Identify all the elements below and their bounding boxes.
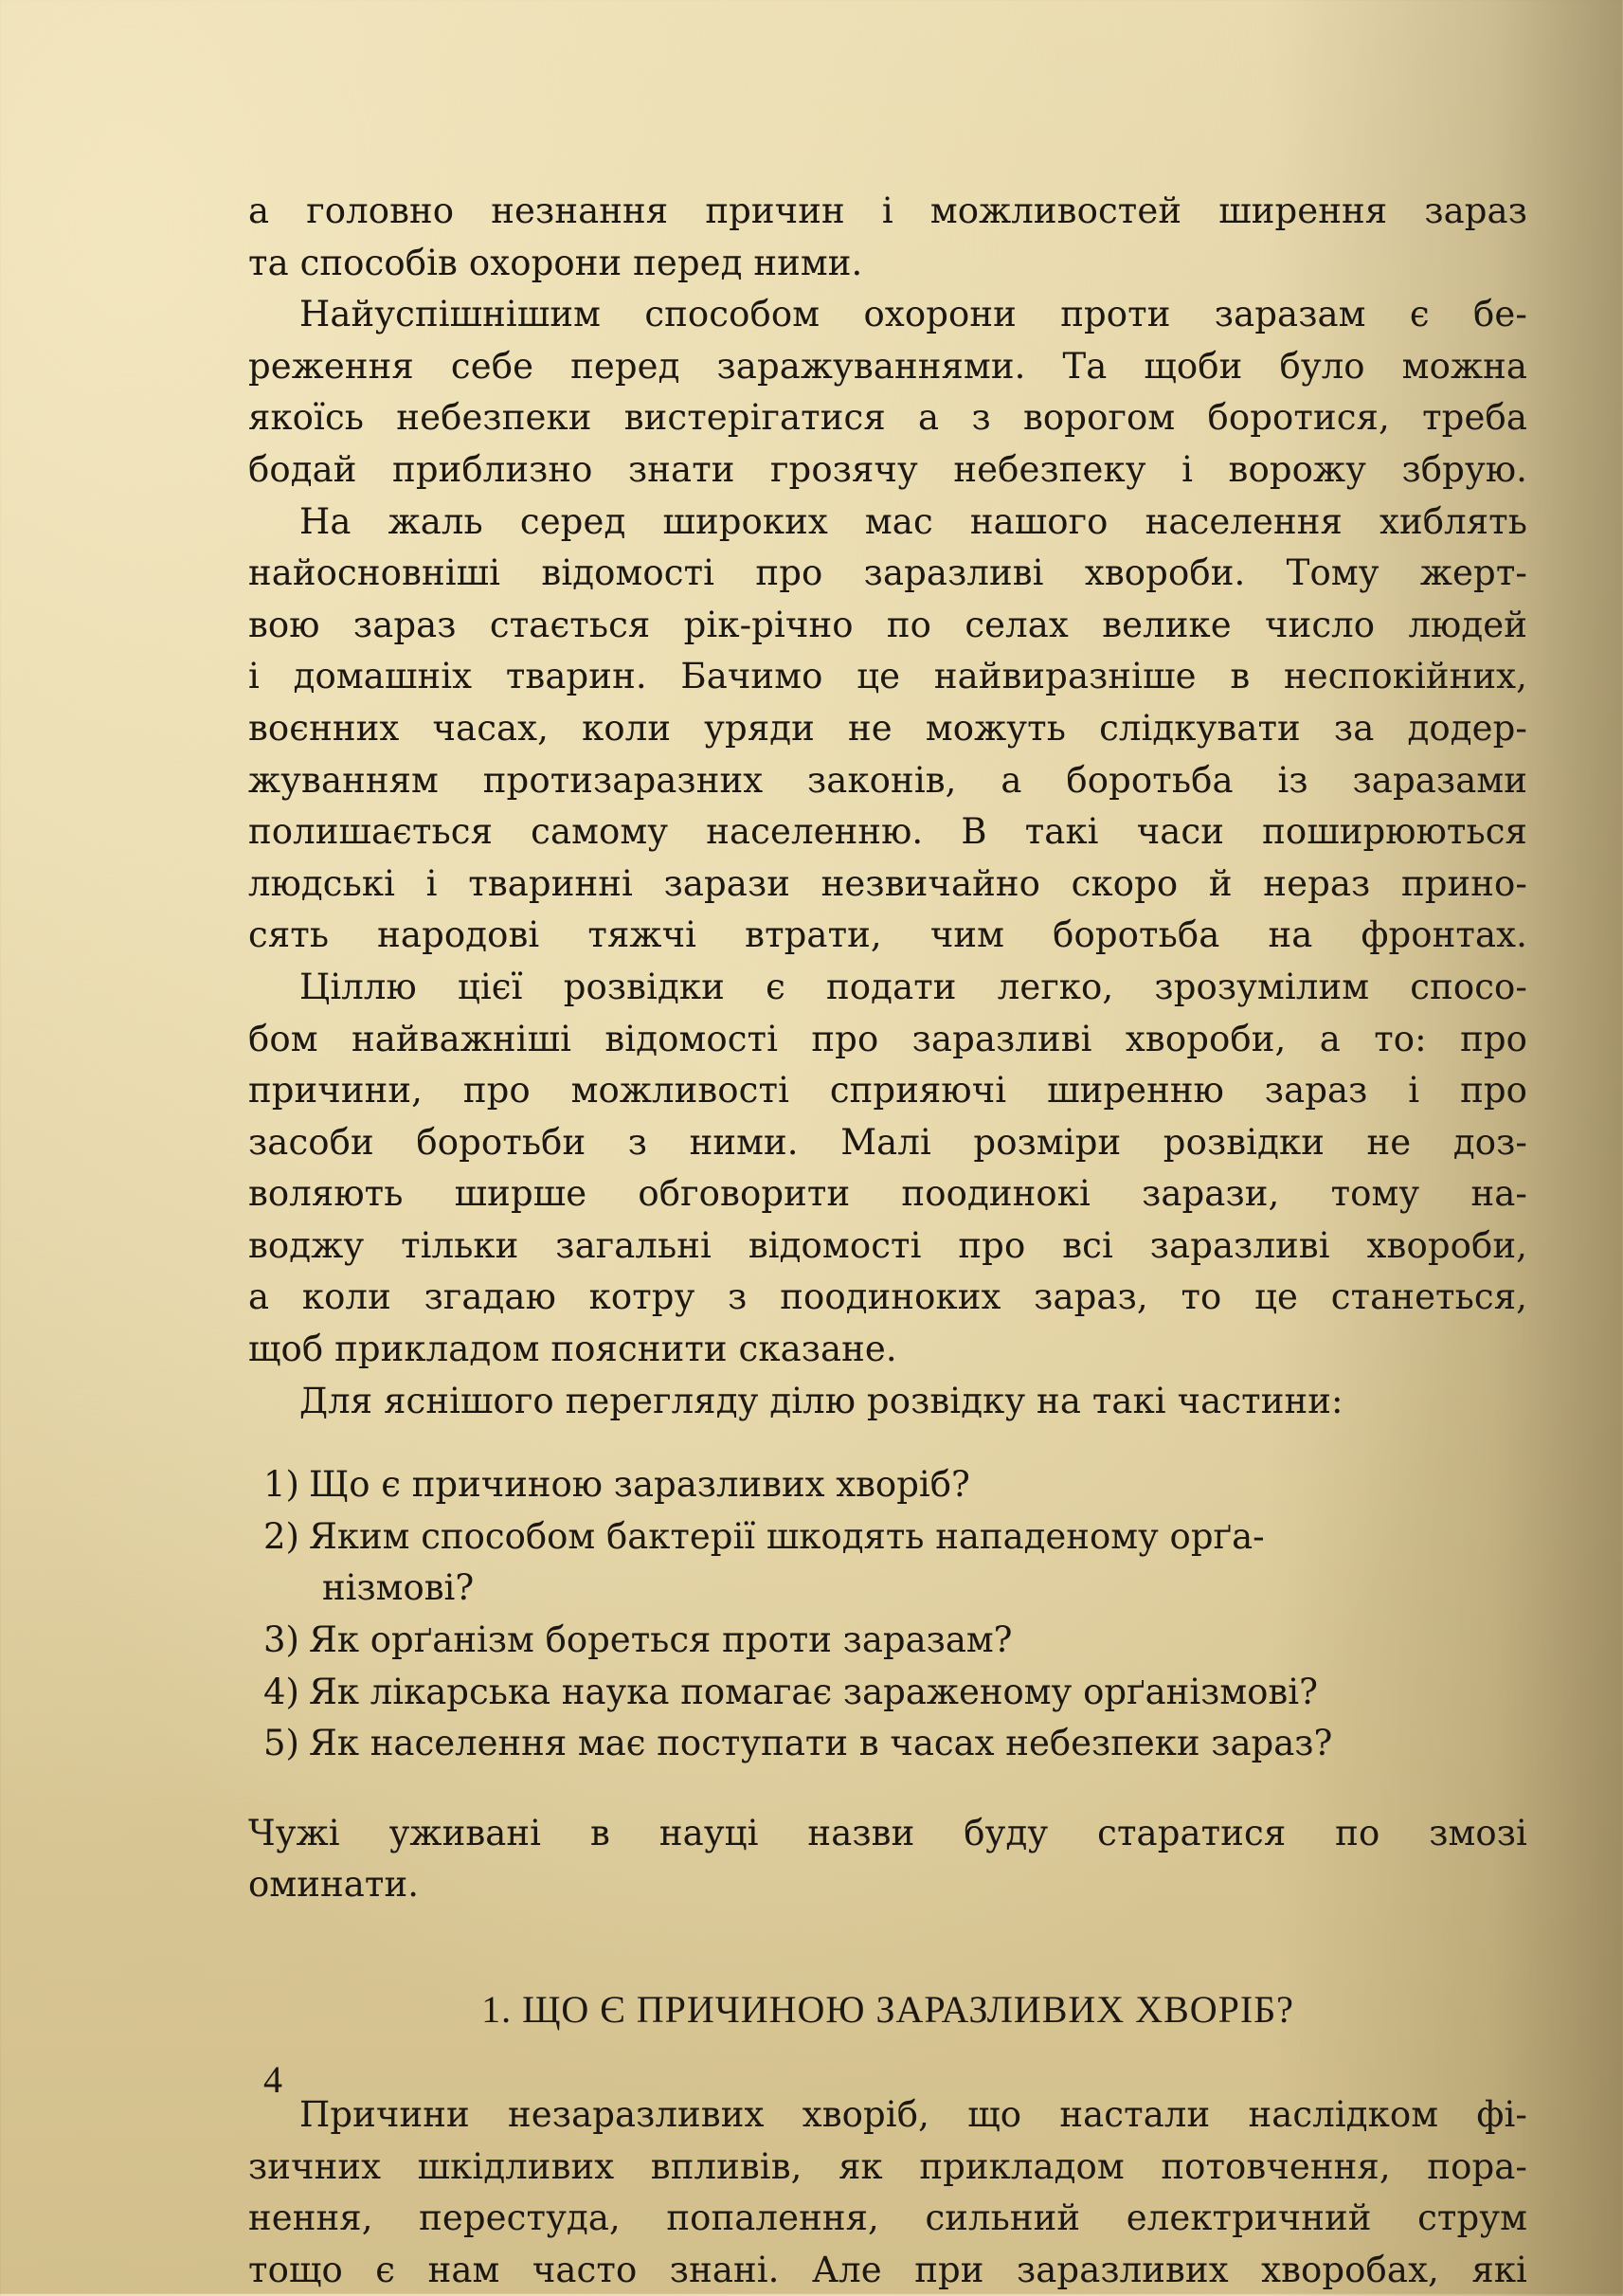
text-line: якоїсь небезпеки вистерігатися а з ворогом боротися, треба bbox=[248, 397, 1527, 439]
text-line: щоб прикладом пояснити сказане. bbox=[248, 1329, 897, 1370]
list-item-text: Як лікарська наука помагає зараженому орґанізмові? bbox=[309, 1671, 1318, 1712]
list-item-text: Як орґанізм бореться проти заразам? bbox=[309, 1619, 1013, 1661]
paragraph-4 bbox=[248, 962, 1527, 1376]
list-item bbox=[248, 1459, 1527, 1511]
text-line: воляють ширше обговорити поодинокі зарази, тому на- bbox=[248, 1173, 1527, 1215]
contents-list bbox=[248, 1459, 1527, 1770]
text-line: Ціллю цієї розвідки є подати легко, зрозумілим спосо- bbox=[299, 966, 1527, 1007]
paragraph-1 bbox=[248, 186, 1527, 289]
list-item-number: 3) bbox=[263, 1619, 299, 1661]
text-line: тощо є нам часто знані. Але при заразливих хворобах, які bbox=[248, 2249, 1527, 2290]
text-line: а головно незнання причин і можливостей ширення зараз bbox=[248, 190, 1527, 231]
text-line: Чужі уживані в науці назви буду старатися по змозі bbox=[248, 1812, 1527, 1853]
text-line: вою зараз стається рік-річно по селах велике число людей bbox=[248, 604, 1527, 645]
text-line: На жаль серед широких мас нашого населення хиблять bbox=[299, 500, 1527, 542]
text-line: причини, про можливості сприяючі ширенню зараз і про bbox=[248, 1070, 1527, 1112]
text-line: полишається самому населенню. В такі часи поширюються bbox=[248, 811, 1527, 853]
paragraph-5: Для яснішого перегляду ділю розвідку на такі частини: bbox=[299, 1380, 1343, 1421]
list-item-continuation bbox=[248, 1563, 1527, 1615]
list-item bbox=[248, 1667, 1527, 1719]
list-item-text: Що є причиною заразливих хворіб? bbox=[309, 1464, 970, 1506]
list-item-text: Яким способом бактерії шкодять нападеному орґа- bbox=[309, 1515, 1265, 1557]
text-line: засоби боротьби з ними. Малі розміри розвідки не доз- bbox=[248, 1121, 1527, 1163]
text-line: а коли згадаю котру з поодиноких зараз, то це станеться, bbox=[248, 1276, 1527, 1318]
paragraph-3 bbox=[248, 497, 1527, 962]
text-line: оминати. bbox=[248, 1864, 420, 1906]
text-line: реження себе перед заражуваннями. Та щоби було можна bbox=[248, 345, 1527, 387]
text-line: і домашніх тварин. Бачимо це найвиразніше в неспокійних, bbox=[248, 656, 1527, 697]
list-item-number: 5) bbox=[263, 1723, 299, 1764]
list-item-text: нізмові? bbox=[322, 1567, 475, 1609]
list-item-number: 1) bbox=[263, 1464, 299, 1506]
text-line: воєнних часах, коли уряди не можуть слідкувати за додер- bbox=[248, 707, 1527, 749]
list-item bbox=[248, 1511, 1527, 1564]
text-line: сять народові тяжчі втрати, чим боротьба на фронтах. bbox=[248, 914, 1527, 956]
closing-paragraph bbox=[248, 1808, 1527, 1911]
text-line: найосновніші відомості про заразливі хвороби. Тому жерт- bbox=[248, 552, 1527, 594]
text-line: жуванням протизаразних законів, а боротьба із заразами bbox=[248, 759, 1527, 801]
section-heading: 1. ЩО Є ПРИЧИНОЮ ЗАРАЗЛИВИХ ХВОРІБ? bbox=[481, 1988, 1294, 2031]
text-line: Найуспішнішим способом охорони проти заразам є бе- bbox=[299, 294, 1527, 335]
list-item bbox=[248, 1718, 1527, 1770]
page-number: 4 bbox=[263, 2058, 282, 2101]
text-line: Причини незаразливих хворіб, що настали наслідком фі- bbox=[299, 2094, 1527, 2135]
list-item-number: 2) bbox=[263, 1515, 299, 1557]
text-line: воджу тільки загальні відомості про всі заразливі хвороби, bbox=[248, 1224, 1527, 1266]
text-line: людські і тваринні зарази незвичайно скоро й нераз прино- bbox=[248, 862, 1527, 904]
list-item-number: 4) bbox=[263, 1671, 299, 1712]
section-paragraph bbox=[248, 2089, 1527, 2296]
text-line: бодай приблизно знати грозячу небезпеку і ворожу збрую. bbox=[248, 448, 1527, 490]
list-item-text: Як населення має поступати в часах небезпеки зараз? bbox=[309, 1723, 1333, 1764]
page-body bbox=[248, 186, 1527, 2296]
paragraph-2 bbox=[248, 289, 1527, 496]
text-line: та способів охорони перед ними. bbox=[248, 242, 863, 283]
list-item bbox=[248, 1615, 1527, 1667]
text-line: нення, перестуда, попалення, сильний електричний струм bbox=[248, 2197, 1527, 2239]
text-line: зичних шкідливих впливів, як прикладом потовчення, пора- bbox=[248, 2145, 1527, 2187]
text-line: бом найважніші відомості про заразливі хвороби, а то: про bbox=[248, 1018, 1527, 1059]
